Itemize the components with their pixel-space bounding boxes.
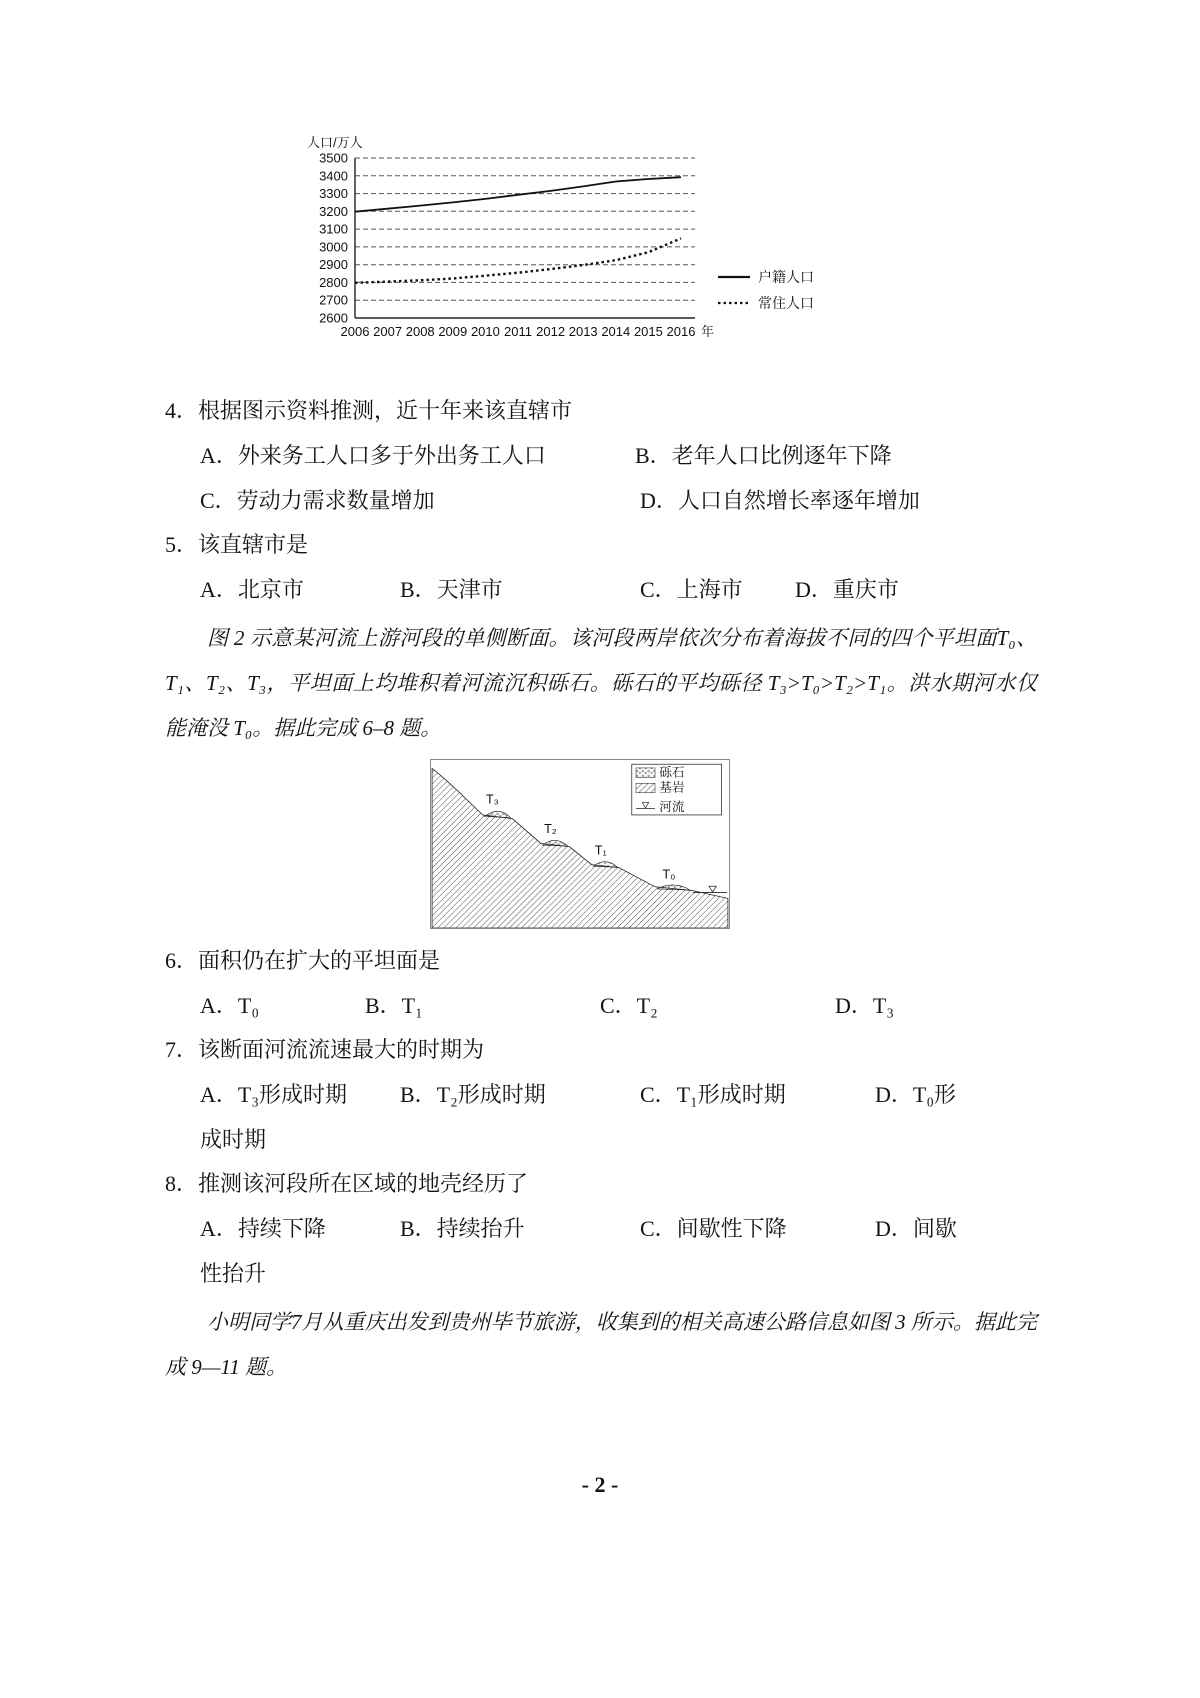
population-chart bbox=[293, 130, 1037, 371]
terrace-label-t1: T₁ bbox=[594, 843, 607, 858]
question-5-stem bbox=[165, 523, 1037, 567]
q5-option-a: A．北京市 bbox=[200, 577, 304, 602]
question-5-options-row bbox=[165, 567, 1037, 612]
q8-option-d: D．间歇 bbox=[875, 1216, 957, 1241]
q6-option-b: B．T₁ bbox=[365, 993, 423, 1018]
question-4-options-row-1 bbox=[165, 433, 1037, 478]
q7-option-a: A．T₃形成时期 bbox=[200, 1082, 347, 1107]
legend-gravel-label: 砾石 bbox=[659, 765, 685, 780]
q4-option-d: D．人口自然增长率逐年增加 bbox=[640, 488, 920, 513]
question-4-stem bbox=[165, 389, 1037, 433]
y-tick-label: 3400 bbox=[319, 168, 348, 184]
legend-label: 常住人口 bbox=[758, 295, 813, 311]
passage-9-11: 小明同学7月从重庆出发到贵州毕节旅游，收集到的相关高速公路信息如图 3 所示。据此完成 9—11 题。 bbox=[165, 1310, 1037, 1379]
question-4-options-row-2 bbox=[165, 478, 1037, 523]
question-8-number: 8． bbox=[165, 1171, 199, 1196]
question-5-text: 该直辖市是 bbox=[198, 532, 309, 557]
y-tick-label: 3100 bbox=[319, 221, 348, 237]
q4-option-c: C．劳动力需求数量增加 bbox=[200, 488, 435, 513]
x-tick-label: 2007 bbox=[373, 324, 403, 339]
chart-ylabel: 人口/万人 bbox=[307, 135, 363, 150]
question-7-options-row bbox=[165, 1072, 1037, 1117]
q6-option-a: A．T₀ bbox=[200, 993, 259, 1018]
series-dashed-line bbox=[355, 238, 681, 282]
q8-option-a: A．持续下降 bbox=[200, 1216, 326, 1241]
passage-6-8: 图 2 示意某河流上游河段的单侧断面。该河段两岸依次分布着海拔不同的四个平坦面T₀、T₁、T₂、T₃，平坦面上均堆积着河流沉积砾石。砾石的平均砾径 T₃>T₀>T₂>T₁。洪水期河水仅能淹没 T₀。据此完成 6–8 题。 bbox=[165, 626, 1037, 740]
q5-option-c: C．上海市 bbox=[640, 577, 743, 602]
x-tick-label: 2011 bbox=[504, 324, 532, 339]
legend-bedrock-swatch bbox=[636, 783, 655, 793]
gravel-mound-t0 bbox=[657, 885, 690, 890]
x-axis-unit: 年 bbox=[701, 324, 715, 339]
gravel-mound-t2 bbox=[542, 840, 567, 846]
q6-option-d: D．T₃ bbox=[835, 993, 894, 1018]
question-8 bbox=[165, 1162, 1037, 1296]
figure-2-svg bbox=[430, 759, 730, 929]
question-6 bbox=[165, 939, 1037, 1028]
q5-option-b: B．天津市 bbox=[400, 577, 503, 602]
question-6-text: 面积仍在扩大的平坦面是 bbox=[198, 948, 441, 973]
legend-river-label: 河流 bbox=[659, 800, 685, 815]
y-tick-label: 2700 bbox=[319, 292, 348, 308]
x-tick-label: 2008 bbox=[405, 324, 435, 339]
x-tick-label: 2015 bbox=[633, 324, 663, 339]
question-7 bbox=[165, 1028, 1037, 1162]
q8-option-d-continuation: 性抬升 bbox=[200, 1261, 267, 1286]
y-tick-label: 2900 bbox=[319, 257, 348, 273]
population-chart-svg bbox=[293, 130, 813, 366]
series-solid-line bbox=[355, 177, 681, 212]
legend-label: 户籍人口 bbox=[758, 269, 813, 285]
question-4 bbox=[165, 389, 1037, 523]
question-4-number: 4． bbox=[165, 398, 199, 423]
question-6-number: 6． bbox=[165, 948, 199, 973]
q7-option-c: C．T₁形成时期 bbox=[640, 1082, 786, 1107]
question-8-options-row bbox=[165, 1206, 1037, 1251]
question-7-text: 该断面河流流速最大的时期为 bbox=[198, 1037, 485, 1062]
legend-bedrock-label: 基岩 bbox=[659, 780, 685, 795]
question-5-number: 5． bbox=[165, 532, 199, 557]
x-tick-label: 2009 bbox=[438, 324, 468, 339]
y-tick-label: 3200 bbox=[319, 203, 348, 219]
legend-gravel-swatch bbox=[636, 768, 655, 778]
x-tick-label: 2006 bbox=[340, 324, 370, 339]
question-8-option-d-continuation-row bbox=[165, 1251, 1037, 1296]
q7-option-d-continuation: 成时期 bbox=[200, 1127, 267, 1152]
y-tick-label: 3300 bbox=[319, 186, 348, 202]
y-tick-label: 3000 bbox=[319, 239, 348, 255]
page-content bbox=[165, 130, 1037, 1396]
question-7-stem bbox=[165, 1028, 1037, 1072]
x-tick-label: 2014 bbox=[601, 324, 631, 339]
y-tick-label: 2600 bbox=[319, 310, 348, 326]
x-tick-label: 2012 bbox=[536, 324, 566, 339]
q8-option-b: B．持续抬升 bbox=[400, 1216, 525, 1241]
gravel-mound-t1 bbox=[593, 862, 617, 868]
question-8-stem bbox=[165, 1162, 1037, 1206]
q6-option-c: C．T₂ bbox=[600, 993, 658, 1018]
y-tick-label: 2800 bbox=[319, 274, 348, 290]
terrace-label-t3: T₃ bbox=[485, 792, 499, 807]
question-6-options-row bbox=[165, 983, 1037, 1028]
q4-option-a: A．外来务工人口多于外出务工人口 bbox=[200, 443, 546, 468]
y-tick-label: 3500 bbox=[319, 150, 348, 166]
q8-option-c: C．间歇性下降 bbox=[640, 1216, 787, 1241]
question-6-stem bbox=[165, 939, 1037, 983]
terrace-label-t2: T₂ bbox=[544, 821, 557, 836]
q5-option-d: D．重庆市 bbox=[795, 577, 899, 602]
question-4-text: 根据图示资料推测，近十年来该直辖市 bbox=[198, 398, 573, 423]
question-7-option-d-continuation-row bbox=[165, 1117, 1037, 1162]
q7-option-b: B．T₂形成时期 bbox=[400, 1082, 546, 1107]
x-tick-label: 2016 bbox=[666, 324, 696, 339]
question-7-number: 7． bbox=[165, 1037, 199, 1062]
q7-option-d: D．T₀形 bbox=[875, 1082, 956, 1107]
water-level-icon bbox=[709, 886, 716, 892]
x-tick-label: 2013 bbox=[568, 324, 598, 339]
terrace-label-t0: T₀ bbox=[662, 867, 676, 882]
question-8-text: 推测该河段所在区域的地壳经历了 bbox=[198, 1171, 529, 1196]
x-tick-label: 2010 bbox=[470, 324, 500, 339]
question-5 bbox=[165, 523, 1037, 612]
figure-2 bbox=[430, 759, 732, 929]
q4-option-b: B．老年人口比例逐年下降 bbox=[635, 443, 892, 468]
gravel-mound-t3 bbox=[485, 811, 510, 817]
page-number: - 2 - bbox=[581, 1472, 619, 1497]
